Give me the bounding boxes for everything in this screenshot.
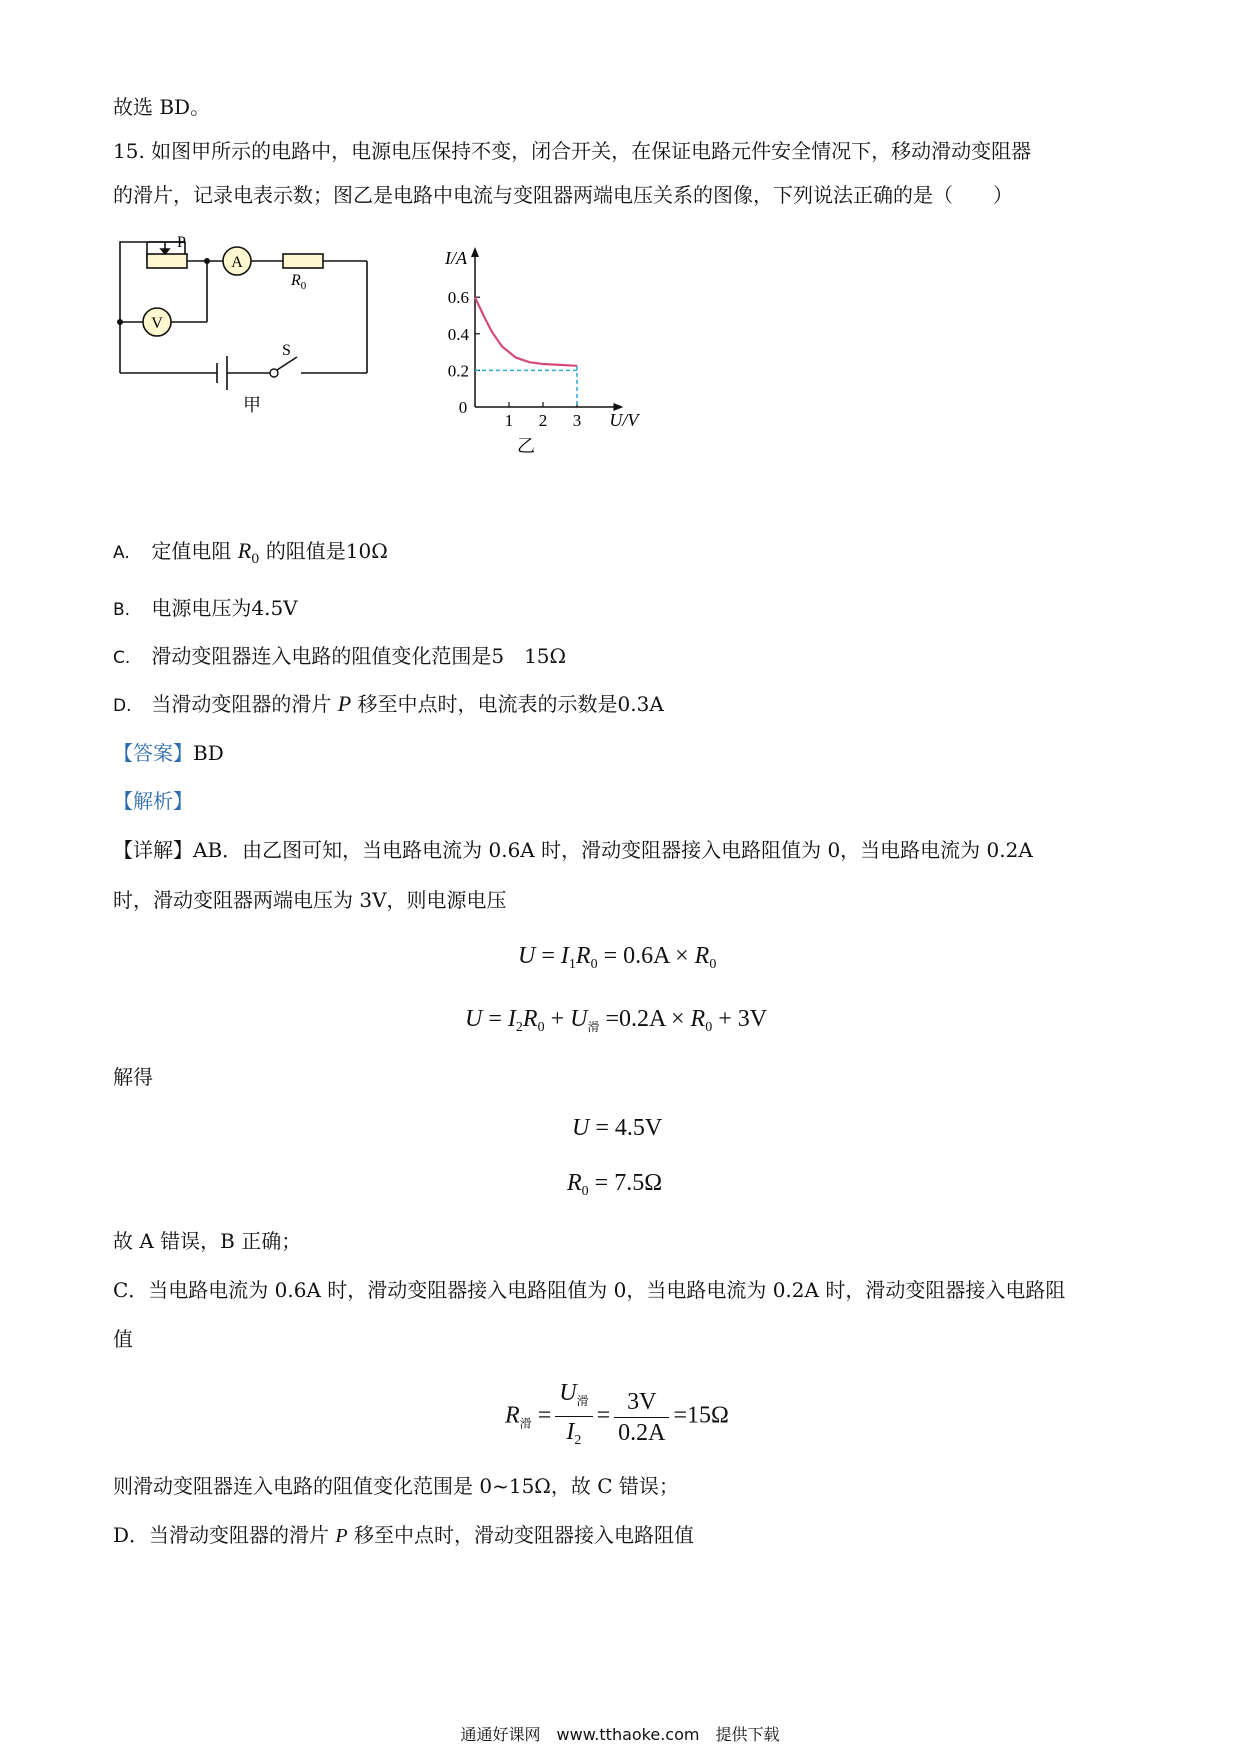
ammeter-label: A [231,254,243,271]
x-tick-label: 3 [572,411,582,430]
option-a-text-after: 的阻值是10Ω [265,539,388,563]
d-line: D．当滑动变阻器的滑片 P 移至中点时，滑动变阻器接入电路阻值 [113,1523,694,1547]
slider-label: P [177,234,186,251]
analysis-line [113,787,193,815]
option-c-text: 滑动变阻器连入电路的阻值变化范围是5 15Ω [151,644,567,668]
analysis-tag: 【解析】 [113,789,193,813]
option-c [113,642,566,672]
option-d [113,690,664,720]
chart-caption: 乙 [517,436,535,456]
option-d-text-after: 移至中点时，电流表的示数是0.3A [357,692,664,716]
iu-chart [440,245,680,470]
equation-4: $R_0 = 7.5\Omega$ [567,1170,663,1199]
fraction-2: $\frac{3V}{0.2A}$ [614,1387,669,1448]
answer-tag: 【答案】 [113,741,193,765]
x-axis-label: U/V [609,410,639,430]
fraction-1: $\frac{U_滑}{I_2}$ [555,1378,592,1456]
option-b-letter: B. [113,600,131,620]
detail-text-1: AB．由乙图可知，当电路电流为 0.6A 时，滑动变阻器接入电路阻值为 0，当电路电流为 0.2A [193,838,1033,862]
equation-5: $R_滑$ = $\frac{U_滑}{I_2}$ = $\frac{3V}{0.2A}$ =15Ω [505,1378,729,1456]
switch-label: S [282,342,291,359]
detail-tag: 【详解】 [113,838,193,862]
y-tick-label: 0.2 [447,361,469,381]
equation-2: $U = I_2R_0 + U_滑 =0.2A \times R_0 + 3V$ [465,1006,768,1035]
detail-line-1 [113,836,1033,864]
x-tick-label: 2 [538,411,548,430]
detail-line-2: 时，滑动变阻器两端电压为 3V，则电源电压 [113,888,507,912]
footer: 通通好课网 www.tthaoke.com 提供下载 [460,1725,780,1744]
equation-3: U = 4.5V [572,1115,663,1141]
circuit-diagram [105,225,435,460]
x-tick-label: 1 [504,411,514,430]
range-line: 则滑动变阻器连入电路的阻值变化范围是 0~15Ω，故 C 错误； [113,1474,679,1498]
question-line-2: 的滑片，记录电表示数；图乙是电路中电流与变阻器两端电压关系的图像，下列说法正确的是（ ） [113,183,1013,207]
solve-label: 解得 [113,1065,153,1089]
c-line-1: C．当电路电流为 0.6A 时，滑动变阻器接入电路阻值为 0，当电路电流为 0.2A 时，滑动变阻器接入电路阻 [113,1278,1066,1302]
origin-label: 0 [458,398,468,417]
option-a [113,537,388,574]
top-line: 故选 BD。 [113,95,211,119]
option-b-text: 电源电压为4.5V [151,596,298,620]
c-line-2: 值 [113,1327,133,1351]
option-a-var: R [237,538,252,563]
answer-line [113,739,224,767]
option-a-letter: A. [113,543,130,563]
option-d-var: P [337,691,352,716]
equation-1: $U = I_1R_0 = 0.6A \times R_0$ [518,943,717,972]
answer-value: BD [193,741,224,765]
y-axis-label: I/A [445,248,467,268]
option-a-text-before: 定值电阻 [151,539,232,563]
question-number: 15. [113,139,145,163]
resistor-label: $R_0$ [291,272,307,292]
option-a-sub: 0 [251,552,260,567]
option-c-letter: C. [113,648,131,668]
conclusion-ab: 故 A 错误，B 正确； [113,1229,302,1253]
question-line-1 [113,137,1031,165]
option-d-letter: D. [113,696,132,716]
circuit-caption: 甲 [243,395,261,415]
option-b [113,594,298,624]
y-tick-label: 0.4 [447,324,469,344]
option-d-text-before: 当滑动变阻器的滑片 [151,692,332,716]
y-axis-arrow [471,247,479,257]
voltmeter-label: V [151,315,163,332]
y-tick-label: 0.6 [447,288,469,308]
series-curve [475,297,577,366]
question-text-1: 如图甲所示的电路中，电源电压保持不变，闭合开关，在保证电路元件安全情况下，移动滑动变阻器 [151,139,1032,163]
